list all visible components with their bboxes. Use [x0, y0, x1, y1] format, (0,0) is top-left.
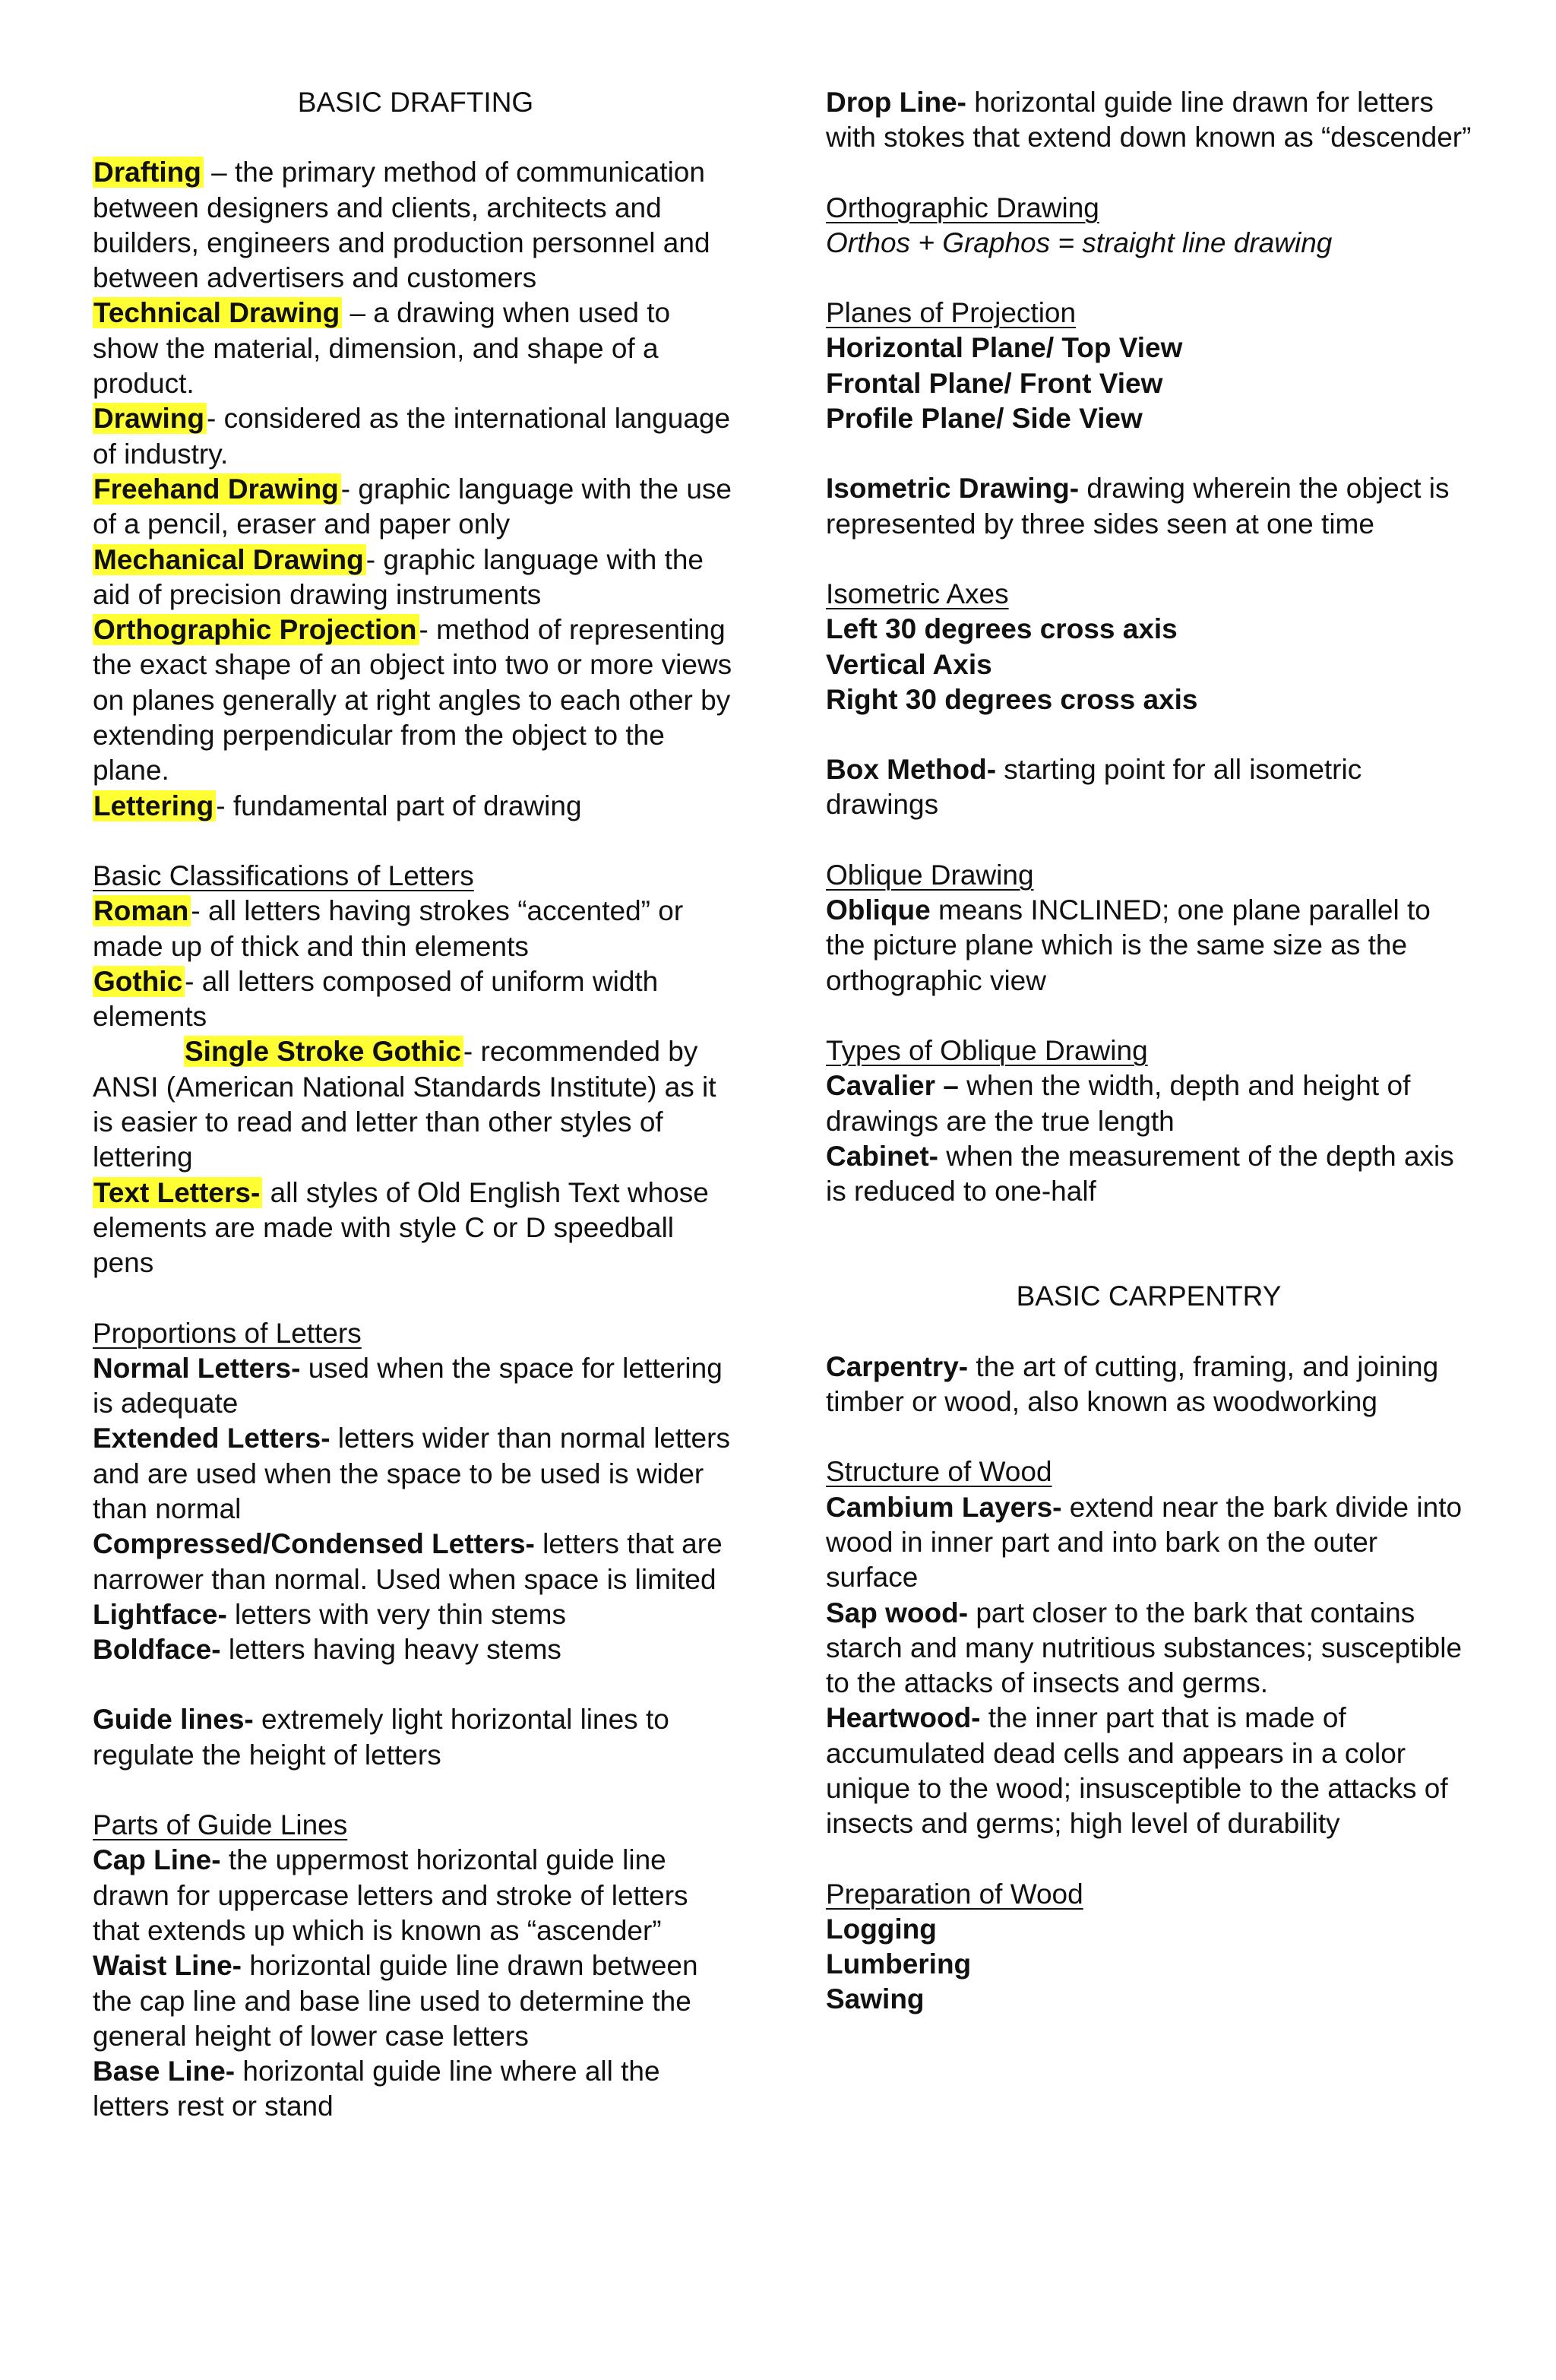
entry-text-letters: Text Letters- all styles of Old English Text whose elements are made with style C or D speedball pens — [93, 1176, 709, 1279]
term-highlight: Technical Drawing — [93, 297, 342, 328]
basic-drafting-title: BASIC DRAFTING — [297, 87, 534, 118]
term-highlight: Lettering — [93, 790, 216, 821]
parts-heading: Parts of Guide Lines — [93, 1809, 348, 1841]
entry-drawing: Drawing- considered as the international language of industry. — [93, 403, 731, 470]
plane-item: Frontal Plane/ Front View — [826, 367, 1163, 399]
entry-boldface: Boldface- letters having heavy stems — [93, 1634, 561, 1666]
entry-carpentry: Carpentry- the art of cutting, framing, and joining timber or wood, also known as woodworking — [826, 1350, 1439, 1418]
axis-item: Vertical Axis — [826, 648, 992, 680]
entry-cambium-layers: Cambium Layers- extend near the bark divide into wood in inner part and into bark on the outer surface — [826, 1491, 1463, 1594]
preparation-heading: Preparation of Wood — [826, 1878, 1083, 1910]
preparation-item: Logging — [826, 1913, 937, 1945]
term-highlight: Gothic — [93, 966, 185, 997]
right-column — [826, 85, 1472, 2018]
entry-cabinet: Cabinet- when the measurement of the depth axis is reduced to one-half — [826, 1140, 1454, 1207]
orthographic-formula: Orthos + Graphos = straight line drawing — [826, 226, 1333, 258]
entry-orthographic-projection: Orthographic Projection- method of representing the exact shape of an object into two or more views on planes generally at right angles to each other by extending perpendicular from the object to the plane. — [93, 614, 732, 786]
oblique-types-heading: Types of Oblique Drawing — [826, 1034, 1148, 1066]
axes-heading: Isometric Axes — [826, 578, 1009, 609]
entry-normal-letters: Normal Letters- used when the space for lettering is adequate — [93, 1352, 723, 1419]
plane-item: Profile Plane/ Side View — [826, 403, 1143, 435]
entry-compressed-letters: Compressed/Condensed Letters- letters that are narrower than normal. Used when space is limited — [93, 1528, 723, 1595]
entry-technical-drawing: Technical Drawing – a drawing when used to show the material, dimension, and shape of a product. — [93, 297, 671, 400]
entry-drafting: Drafting – the primary method of communication between designers and clients, architects and builders, engineers and production personnel and between advertisers and customers — [93, 157, 710, 294]
proportions-heading: Proportions of Letters — [93, 1317, 362, 1349]
term-highlight: Roman — [93, 895, 191, 926]
entry-sap-wood: Sap wood- part closer to the bark that contains starch and many nutritious substances; susceptible to the attacks of insects and germs. — [826, 1597, 1463, 1699]
entry-gothic: Gothic- all letters composed of uniform width elements — [93, 965, 659, 1033]
preparation-item: Lumbering — [826, 1948, 972, 1980]
entry-freehand-drawing: Freehand Drawing- graphic language with the use of a pencil, eraser and paper only — [93, 473, 732, 540]
entry-box-method: Box Method- starting point for all isometric drawings — [826, 754, 1362, 821]
term-highlight: Text Letters- — [93, 1177, 262, 1208]
planes-heading: Planes of Projection — [826, 297, 1077, 329]
left-column — [93, 85, 738, 2125]
oblique-heading: Oblique Drawing — [826, 859, 1034, 891]
entry-single-stroke-gothic: Single Stroke Gothic- recommended by ANSI (American National Standards Institute) as it is easier to read and letter than other styles of lettering — [93, 1036, 716, 1173]
axis-item: Right 30 degrees cross axis — [826, 683, 1198, 715]
entry-cavalier: Cavalier – when the width, depth and height of drawings are the true length — [826, 1070, 1411, 1137]
entry-lettering: Lettering- fundamental part of drawing — [93, 790, 582, 821]
entry-drop-line: Drop Line- horizontal guide line drawn for letters with stokes that extend down known as “descender” — [826, 87, 1472, 153]
term-highlight: Mechanical Drawing — [93, 544, 366, 575]
axis-item: Left 30 degrees cross axis — [826, 613, 1178, 645]
term-highlight: Drawing — [93, 403, 207, 434]
entry-isometric-drawing: Isometric Drawing- drawing wherein the object is represented by three sides seen at one time — [826, 473, 1450, 540]
entry-waist-line: Waist Line- horizontal guide line drawn between the cap line and base line used to determine the general height of lower case letters — [93, 1950, 698, 2052]
entry-oblique: Oblique means INCLINED; one plane parallel to the picture plane which is the same size as the orthographic view — [826, 894, 1431, 996]
entry-roman: Roman- all letters having strokes “accented” or made up of thick and thin elements — [93, 895, 684, 962]
term-highlight: Drafting — [93, 157, 204, 188]
entry-base-line: Base Line- horizontal guide line where all the letters rest or stand — [93, 2056, 660, 2122]
term-highlight: Freehand Drawing — [93, 473, 341, 505]
entry-heartwood: Heartwood- the inner part that is made of accumulated dead cells and appears in a color unique to the wood; insusceptible to the attacks of insects and germs; high level of durability — [826, 1702, 1448, 1840]
entry-mechanical-drawing: Mechanical Drawing- graphic language with the aid of precision drawing instruments — [93, 543, 704, 610]
structure-heading: Structure of Wood — [826, 1456, 1052, 1488]
classifications-heading: Basic Classifications of Letters — [93, 859, 474, 891]
term-highlight: Single Stroke Gothic — [184, 1036, 463, 1067]
term-highlight: Orthographic Projection — [93, 614, 419, 645]
orthographic-heading: Orthographic Drawing — [826, 191, 1099, 223]
entry-guide-lines: Guide lines- extremely light horizontal lines to regulate the height of letters — [93, 1704, 669, 1771]
entry-extended-letters: Extended Letters- letters wider than normal letters and are used when the space to be used is wider than normal — [93, 1423, 730, 1524]
preparation-item: Sawing — [826, 1983, 925, 2015]
plane-item: Horizontal Plane/ Top View — [826, 332, 1183, 364]
basic-carpentry-title: BASIC CARPENTRY — [1016, 1280, 1282, 1312]
entry-cap-line: Cap Line- the uppermost horizontal guide line drawn for uppercase letters and stroke of letters that extends up which is known as “ascender” — [93, 1844, 688, 1946]
entry-lightface: Lightface- letters with very thin stems — [93, 1598, 566, 1630]
